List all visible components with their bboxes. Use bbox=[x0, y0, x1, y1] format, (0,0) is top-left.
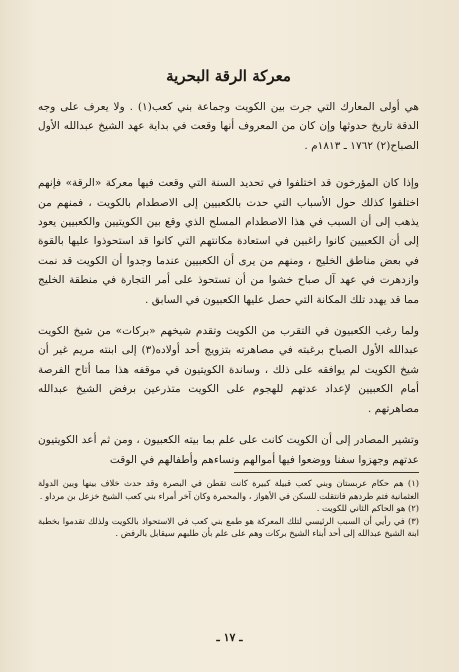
paragraph-3: ولما رغب الكعبيون في التقرب من الكويت وتقدم شيخهم «بركات» من شيخ الكويت عبدالله الأول الصباح برغبته في مصاهرته بتزويج أحد أولاده(٣) إلى ابنته مريم غير أن شيخ الكويت لم يوافقه على ذلك ، وساندة الكويتيون في موقفه هذا مما أتاح الفرصة أمام الكعبيين لإعداد عدتهم للهجوم على الكويت متذرعين برفض الشيخ عبدالله مصاهرتهم . bbox=[38, 325, 419, 415]
paragraph-1: هي أولى المعارك التي جرت بين الكويت وجماعة بني كعب(١) . ولا يعرف على وجه الدقة تاريخ حدوثها وإن كان من المعروف أنها وقعت في بداية عهد الشيخ عبدالله الأول الصباح(٢) ١٧٦٢ ـ ١٨١٣م . bbox=[38, 101, 419, 152]
page-content bbox=[38, 66, 419, 540]
footnote-2: (٢) هو الحاكم الثاني للكويت . bbox=[316, 503, 419, 514]
footnote-1: (١) هم حكام عربستان وبني كعب قبيلة كبيرة كانت تقطن في البصرة وقد حدث خلاف بينها وبين الدولة العثمانية فتم طردهم فانتقلت للسكن في الأهواز ، والمحمرة وكان آخر أمراء بني كعب الشيخ خزعل بن مرداو . bbox=[38, 477, 419, 501]
footnote-divider bbox=[234, 472, 419, 473]
footnote-3: (٣) في رأيي أن السبب الرئيسي لتلك المعركة هو طمع بني كعب في الاستحواذ بالكويت ولذلك تقدموا بخطبة ابنة الشيخ عبدالله إلى أحد أبناء الشيخ بركات وهم على علم بأن طلبهم سيقابل بالرفض . bbox=[38, 515, 419, 539]
page-number: ـ ١٧ ـ bbox=[216, 631, 243, 644]
page-title: معركة الرقة البحرية bbox=[166, 67, 291, 85]
paragraph-4: وتشير المصادر إلى أن الكويت كانت على علم بما بيته الكعبيون ، ومن ثم أعد الكويتيون عدتهم وجهزوا سفنا ووضعوا فيها أموالهم ونساءهم وأطفالهم في الوقت bbox=[38, 434, 419, 466]
paragraph-2: وإذا كان المؤرخون قد اختلفوا في تحديد السنة التي وقعت فيها معركة «الرقة» فإنهم اختلفوا كذلك حول الأسباب التي حدت بالكعبيين إلى الاصطدام بالكويت ، فمنهم من يذهب إلى أن السبب في هذا الاصطدام المسلح الذي وقع بين الكويتيين والكعبيين يعود إلى أن الكعبيين كانوا راغبين في استعادة مكانتهم التي كانوا قد استحوذوا عليها بالقوة في بعض مناطق الخليج ، ومنهم من يرى أن الكعبيين عندما وجدوا أن الكويت قد نمت وازدهرت في عهد آل صباح خشوا من أن تستحوذ على أمر التجارة في منطقة الخليج مما قد يهدد تلك المكانة التي حصل عليها الكعبيون في السابق . bbox=[38, 177, 419, 306]
footnotes bbox=[38, 477, 419, 540]
